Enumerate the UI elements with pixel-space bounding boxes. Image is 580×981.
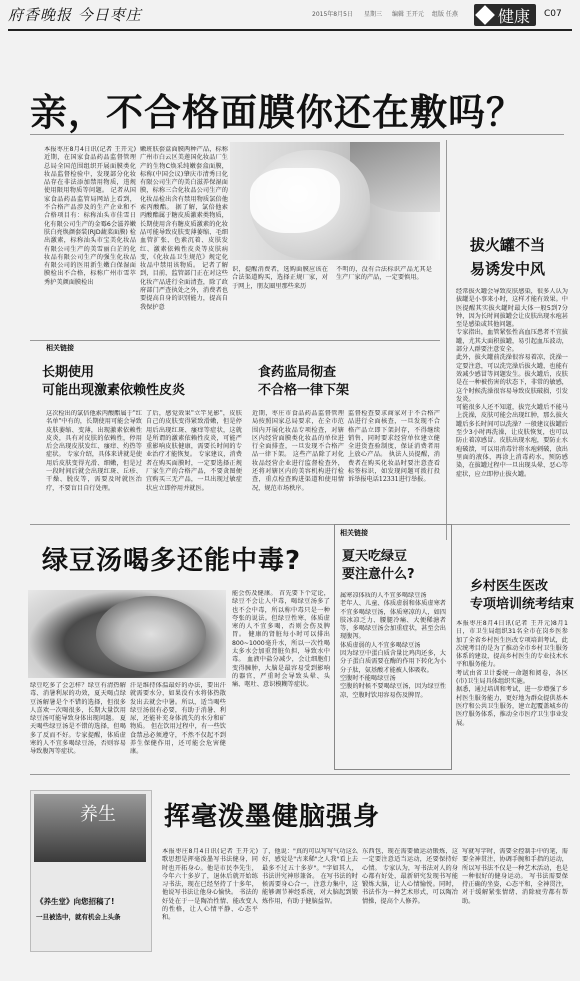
header-rule: [8, 29, 572, 31]
calligraphy-rule: [30, 774, 570, 775]
issue-weekday: 星期三: [364, 11, 383, 18]
lead-column-2: 嫩班肤套盒面膜两种产品，标称广州市白云区美莲国化妆品厂生产的生物C焕采纯嫩套盒面膜，标称(中国会议)肇庆市清秀日化有限公司生产的美白滋养保湿面膜，标称三合化妆品公司生产的化妆品检出含有禁用物质氯倍他索丙酸酯。 据了解，氯倍他索丙酸酯属于糖皮质激素类物质，长期使用含有糖皮质激素的化妆品可能导致皮肤变薄萎缩、毛细血管扩张、色素沉着、皮肤发红、激素依赖性皮炎等皮肤病变，《化妆品卫生规范》规定化妆品中禁用该物质。 记者了解到，目前，监管部门正在对这些化妆产品进行全面清查，除了政府部门严查执处之外，消费者也要提高自身的识别能力，提高自我保护意: [140, 146, 228, 311]
related-label-3: 相关链接: [340, 529, 368, 537]
related1-title-line1: 长期使用: [42, 365, 95, 380]
issue-date: 2015年8月5日: [312, 11, 353, 18]
masthead: 府香晚报 今日枣庄: [8, 6, 142, 24]
cupping-title-line1: 拔火罐不当: [470, 236, 546, 254]
related3-title-line2: 要注意什么?: [342, 567, 415, 582]
related3-title-line1: 夏天吃绿豆: [342, 549, 408, 564]
photo-mask-shape: [250, 168, 340, 233]
photo-bowl-shape: [96, 596, 206, 672]
calligraphy-headline: 挥毫泼墨健脑强身: [164, 802, 381, 832]
related-label-1: 相关链接: [46, 344, 74, 352]
promo-banner: 养生: [80, 804, 116, 825]
layout-credit: 组版 任燕: [432, 11, 458, 18]
related1-title-line2: 可能出现激素依赖性皮炎: [42, 383, 186, 398]
page-header: [0, 0, 580, 30]
calligraphy-column-4: 写就写字时，需要全控制手中的笔，需要全神贯注，协调手腕和手指的运动，所以写书法不仅是一种艺术活动，也是一种很好的健身运动。 写书法需要保持正确的坐姿，心态平和，全神贯注，对于缓解紧张情绪、消除疲劳都有帮助。: [462, 848, 568, 905]
related1-column-2: 了后，感觉效果"立竿见影"，皮肤自己的皮肤变得紧致滑嫩，但是停用后出现红斑、瘙痒等症状，这就是所谓的激素依赖性皮炎，可能严重影响皮肤健康，需要长时间的专业治疗才能恢复。 专家建议，消费者在购买面膜时，一定要选择正规厂家生产的合格产品，不要贪图便宜购买三无产品，一旦出现过敏症状应立即停用并就医。: [146, 410, 242, 492]
promo-subtitle: 一旦被选中，就有机会上头条: [36, 913, 121, 921]
related2-column-2: 监督检查要求商家对于不合格产品进行全面核查，一旦发现不合格产品立即下架封存，不得继续销售，同时要求经营单位建立健全进货查验制度，保证消费者用上放心产品。 执法人员提醒，消费者在购买化妆品时要注意查看标签标识，如发现问题可拨打投诉举报电话12331进行举报。: [348, 410, 440, 484]
cupping-title-line2: 易诱发中风: [470, 260, 546, 278]
related2-column-1: 近期，枣庄市食品药品监督管理局按照国家总局要求，在全市范围内开展化妆品专项检查，对辖区内经营面膜类化妆品的单位进行全面排查，一旦发现不合格产品一律下架。 这些产品除了对化妆品经营企业进行监督检查外，还将对辖区内的美容机构进行检查，重点检查购进渠道和使用情况，规范市场秩序。: [252, 410, 344, 492]
related1-column-1: 这次检出的氯倍他索丙酸酯属于"红名单"中有的，长期使用可能会导致皮肤萎缩、变薄，出现激素依赖性皮炎，具有对皮肤的依赖性，停用后会出现皮肤发红、瘙痒、灼热等症状。 专家介绍，具体来讲就是使用后皮肤变得光滑、细嫩，但是过一段时间后就会出现红斑、丘疹、干燥、脱皮等，需要及时就医治疗，不要盲目自行处理。: [46, 410, 142, 492]
mung-column-1: 绿豆吃多了会怎样？绿豆有清热解毒、消暑利尿的功效，夏天喝点绿豆汤解暑是个不错的选择，但很多人喜欢一次喝很多，长期大量饮用绿豆汤可能导致身体出现问题。 夏天喝些绿豆汤是不错的选择，但喝多了反而不好。专家提醒，体质虚寒的人不宜多喝绿豆汤，否则容易导致腹泻等症状。: [30, 682, 126, 756]
mung-rule: [30, 524, 570, 525]
lead-column-4: 不明的，没有合法标识产品尤其是生产厂家的产品，一定要慎用。: [336, 266, 432, 282]
mung-column-2: 汗是维持体温最好的办法，要出汗就需要水分，如果没有水将体热散发出去就会中暑。所以，适当喝些绿豆汤很有必要，有助于消暑、利尿，还能补充身体流失的水分和矿物质。 但在饮用过程中，有一些饮食禁忌必须遵守，不然不仅起不到养生保健作用，还可能会危害健康。: [130, 682, 226, 756]
rural-title-line2: 专项培训统考结束: [470, 597, 575, 612]
cupping-body: 经常拔火罐会导致皮肤感染，很多人认为拔罐是小事来小时，这样才能有效果。中医提醒其实拔火罐时最大体一般5到7分钟，因为长时间拔罐会让皮肤出现水疱甚至是感染或其他问题。 专家指出，血管紧张性高血压患者不宜拔罐，尤其大面积拔罐，易引起血压波动，部分人群要注意安全。 此外，拔火罐前洗澡很容易着凉，洗澡一定要注意，可以洗完澡后拔火罐，也能有效减少感冒等问题发生。拔火罐后，皮肤是在一种被伤害的状态下，非常的敏感，这个时候洗澡很容易导致皮肤破损，引发发炎。 可能很多人还不知道，拔完火罐后不能马上洗澡，皮肤可能会出现红肿，那么拔火罐后多长时间可以洗澡？一般建议拔罐后至少3小时再洗澡，让皮肤恢复，也可以防止着凉感冒。皮肤出现水疱，要防止水疱破溃，可以用消毒针将水疱刺破，放出里面的液体，再涂上消毒药水，预防感染，在拔罐过程中一旦出现头晕、恶心等症状，应立即停止拔火罐。: [456, 288, 568, 478]
right-column-divider: [446, 140, 447, 540]
lead-column-1: 本报枣庄8月4日讯(记者 王开元) 近期，在国家食品药品监督管理总局全国范围组织开展面膜类化妆品监督检验中，发现部分化妆品存在非法添加禁用物质，违规使用限用物质等问题。 记者从国家食品药品监管局网站上看到，不合格产品涉及的生产企业和不合格项目有：标称汕头市佳雪日化有限公司生产的金霉6会滋养嫩肤白亮焕颜套装(RJD蔬菜面膜) 检出激素，标称汕头市宝美化妆品有限公司生产的美雪丽白芷的化妆品有限公司生产的强生化妆品有限公司的医用新生嫩白保湿面膜检出不合格，标称广州市雪萃秀护美颜面膜检出: [44, 146, 136, 286]
promo-title: 《养生堂》向您招稿了!: [36, 897, 115, 906]
lead-headline: 亲，不合格面膜你还在敷吗？: [30, 91, 524, 134]
calligraphy-column-3: 东西包，现在需要做运动锻炼，这一定要注意适当运动，还要保持好心情。 专家认为，写书法对人的身心都有好处，最新研究发现书写能锻炼大脑，让人心情愉悦。同时，书法作为一种艺术形式，可以陶冶情操，提高个人修养。: [362, 848, 458, 905]
related-rule: [30, 340, 440, 341]
rural-body: 本报枣庄8月4日讯(记者 王开元)8月1日，市卫生局组织31名全市在岗乡医参加了全省乡村医生医改专项培训考试，此次统考目的是为了推动全市乡村卫生服务体系的建设，提高乡村医生的专业技术水平和服务能力。 考试由省卫计委统一命题和阅卷，各区(市)卫生局具体组织实施。 据悉，通过培训和考试，进一步增强了乡村医生服务能力，更好地为群众提供基本医疗和公共卫生服务，建立起覆盖城乡的医疗服务体系，推动全市医疗卫生事业发展。: [456, 620, 568, 727]
mung-column-4: 属寒凉体质的人不宜多喝绿豆汤 老年人、儿童、体质虚弱和体质虚寒者不宜多喝绿豆汤，体质寒凉的人，如四肢冰凉乏力、腰腿冷痛、大便稀溏者等，多喝绿豆汤会加重症状，甚至会出现腹泻。 体质虚弱的人不宜多喝绿豆汤 因为绿豆中蛋白质含量比鸡肉还多，大分子蛋白质需要在酶的作用下转化为小分子肽，氨基酸才能被人体吸收。 空腹时不能喝绿豆汤 空腹的时候不要喝绿豆汤，因为绿豆性凉，空腹时饮用容易伤及脾胃。: [340, 592, 446, 699]
calligraphy-column-2: 了，他说："真的可以写写气功这么好，感觉是"古来稀"之人我"看上去最多不过五十多岁"。"字如其人，书法讲究神形兼备。 在写书法的时候需要身心合一，注意力集中，这能够调节神经系统，对大脑起到锻炼作用，有助于健脑益智。: [262, 848, 358, 905]
section-name: 健康: [498, 7, 531, 26]
mung-headline: 绿豆汤喝多还能中毒?: [42, 546, 302, 576]
editor-credit: 编辑 王开元: [392, 11, 424, 18]
page-number: C07: [544, 9, 562, 19]
related2-title-line1: 食药监局彻查: [258, 365, 337, 380]
related2-title-line2: 不合格一律下架: [258, 383, 350, 398]
mung-column-3: 能会伤及健康。 首先要下个定论，绿豆不会让人中毒，喝绿豆汤多了也不会中毒，所以称中毒只是一种夸张的说法。但绿豆性寒，体质虚寒的人不宜多喝，否则会伤及脾胃。 健康的肾脏每小时可以排出800~1000毫升水，所以一次性喝太多水会加重肾脏负担，导致水中毒。 血液中盐分减少，会让细胞们变得臃肿，大脑是最容易受到影响的器官，严重时会导致头晕、头痛、呕吐、意识模糊等症状。: [232, 590, 330, 689]
rural-title-line1: 乡村医生医改: [470, 579, 549, 594]
calligraphy-column-1: 本报枣庄8月4日讯(记者 王开元) 歌思想是挥毫泼墨写书法健身，同时也开拓身心。他是市民李先生，今年六十多岁了，退休后就开始练习书法，现在已经坚持了十多年，他说写书法让他身心愉快。 书法的好处在于一是陶冶性情、能改变人的性格，让人心情平静、心态平和。: [162, 848, 258, 922]
lead-column-3: 识，提醒消费者，选购面膜应该在合法渠道购买，选择正规厂家，对于网上，朋友圈里那些来历: [232, 266, 328, 290]
lead-rule: [30, 134, 564, 135]
